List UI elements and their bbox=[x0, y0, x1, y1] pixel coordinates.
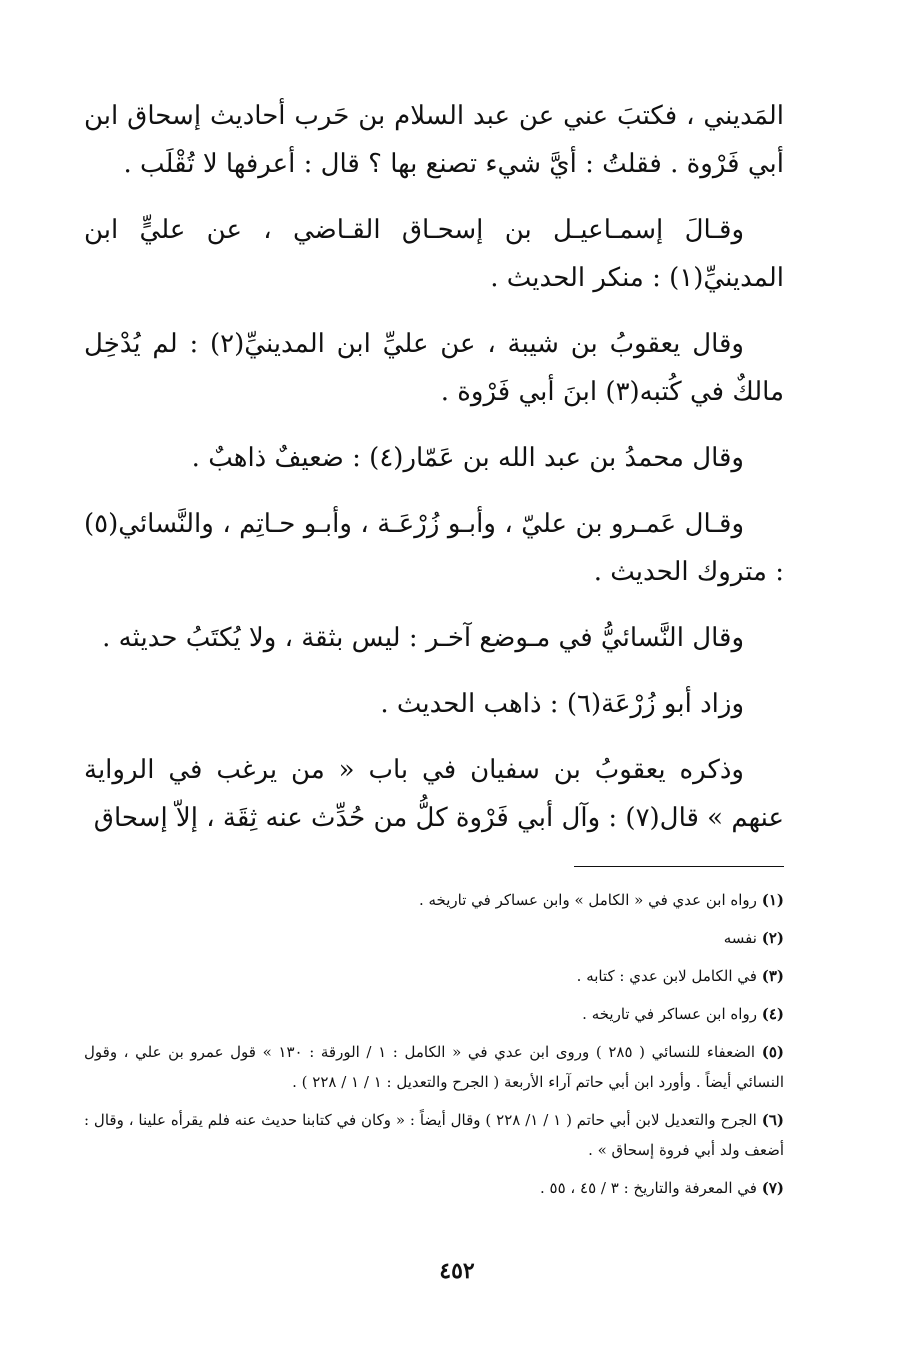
footnote-text: رواه ابن عساكر في تاريخه . bbox=[582, 1005, 757, 1023]
footnote-1 bbox=[84, 885, 784, 915]
paragraph-4: وقال محمدُ بن عبد الله بن عَمّار(٤) : ضعيفٌ ذاهبٌ . bbox=[191, 443, 744, 473]
footnote-7 bbox=[84, 1173, 784, 1203]
main-text bbox=[84, 92, 784, 842]
footnote-number: (٤) bbox=[761, 1005, 784, 1023]
footnote-number: (٢) bbox=[761, 929, 784, 947]
footnotes bbox=[84, 885, 784, 1203]
paragraph-8: وذكره يعقوبُ بن سفيان في باب « من يرغب في الرواية عنهم » قال(٧) : وآل أبي فَرْوة كلُّ من حُدِّث عنه ثِقَة ، إلاّ إسحاق bbox=[84, 755, 784, 833]
footnote-text: في المعرفة والتاريخ : ٣ / ٤٥ ، ٥٥ . bbox=[539, 1179, 757, 1197]
footnote-text: الجرح والتعديل لابن أبي حاتم ( ١ / ١/ ٢٢٨ ) وقال أيضاً : « وكان في كتابنا حديث عنه فلم يقرأه علينا ، وقال : أضعف ولد أبي فروة إسحاق » . bbox=[84, 1111, 784, 1159]
footnote-2 bbox=[84, 923, 784, 953]
paragraph-2: وقـالَ إسمـاعيـل بن إسحـاق القـاضي ، عن عليٍّ ابن المدينيِّ(١) : منكر الحديث . bbox=[84, 215, 784, 293]
footnote-text: في الكامل لابن عدي : كتابه . bbox=[576, 967, 757, 985]
paragraph-7: وزاد أبو زُرْعَة(٦) : ذاهب الحديث . bbox=[380, 689, 744, 719]
paragraph-3: وقال يعقوبُ بن شيبة ، عن عليِّ ابن المدينيِّ(٢) : لم يُدْخِل مالكٌ في كُتبه(٣) ابنَ أبي فَرْوة . bbox=[84, 329, 784, 407]
paragraph-6: وقال النَّسائيُّ في مـوضع آخـر : ليس بثقة ، ولا يُكتَبُ حديثه . bbox=[102, 623, 744, 653]
footnote-text: نفسه bbox=[723, 929, 757, 947]
footnote-text: الضعفاء للنسائي ( ٢٨٥ ) وروى ابن عدي في « الكامل : ١ / الورقة : ١٣٠ » قول عمرو بن علي ، وقول النسائي أيضاً . وأورد ابن أبي حاتم آراء الأربعة ( الجرح والتعديل : ١ / ١ / ٢٢٨ ) . bbox=[84, 1043, 784, 1091]
footnote-6 bbox=[84, 1105, 784, 1165]
footnote-3 bbox=[84, 961, 784, 991]
footnote-text: رواه ابن عدي في « الكامل » وابن عساكر في تاريخه . bbox=[418, 891, 757, 909]
footnote-separator bbox=[574, 866, 784, 867]
footnote-4 bbox=[84, 999, 784, 1029]
paragraph-5: وقـال عَمـرو بن عليّ ، وأبـو زُرْعَـة ، وأبـو حـاتِم ، والنَّسائي(٥) : متروك الحديث . bbox=[84, 509, 784, 587]
paragraph-1: المَديني ، فكتبَ عني عن عبد السلام بن حَرب أحاديث إسحاق ابن أبي فَرْوة . فقلتُ : أيَّ شيء تصنع بها ؟ قال : أعرفها لا تُقْلَب . bbox=[84, 101, 784, 179]
footnote-number: (٦) bbox=[761, 1111, 784, 1129]
footnote-number: (٥) bbox=[761, 1043, 785, 1061]
page-content bbox=[84, 92, 784, 1211]
footnote-number: (١) bbox=[761, 891, 784, 909]
footnote-number: (٧) bbox=[761, 1179, 784, 1197]
footnote-5 bbox=[84, 1037, 784, 1097]
footnote-number: (٣) bbox=[761, 967, 784, 985]
page-number: ٤٥٢ bbox=[439, 1258, 475, 1284]
